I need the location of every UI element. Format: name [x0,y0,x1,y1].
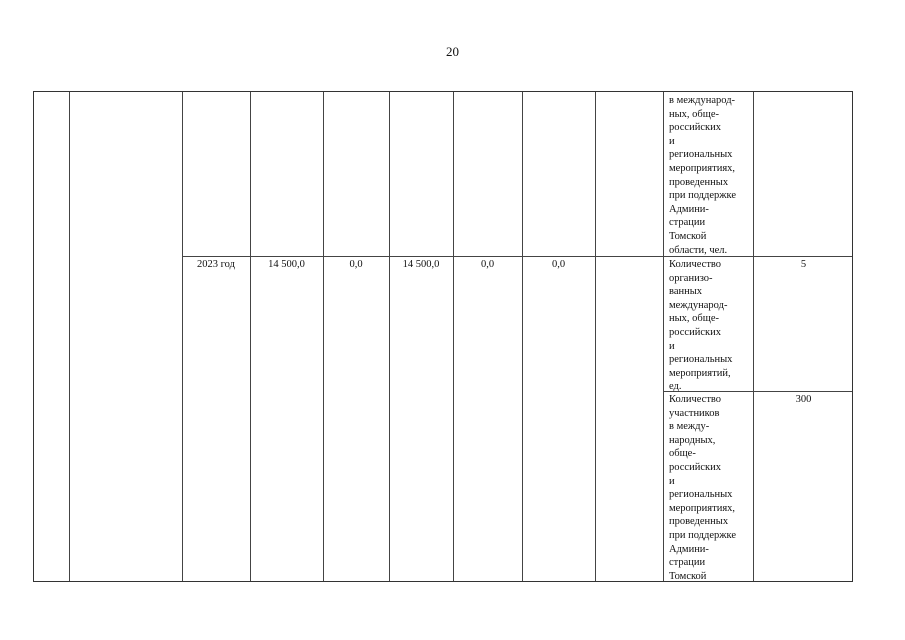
col-line [182,92,183,581]
col-line [69,92,70,581]
value-other: 0,0 [551,259,566,270]
value-local: 0,0 [480,259,495,270]
indicator-description: Количество организо- ванных международ- ных, обще- российских и региональных мероприятий, ед. [669,259,733,393]
col-line [595,92,596,581]
indicator-value: 5 [800,259,807,270]
col-line [753,92,754,581]
value-federal: 0,0 [349,259,363,270]
page-number: 20 [446,44,459,59]
col-line [522,92,523,581]
value-total: 14 500,0 [268,259,305,270]
col-line [323,92,324,581]
indicator-description-continued: в международ- ных, обще- российских и региональных мероприятиях, проведенных при поддержке Админи- страции Томской области, чел. [669,95,737,256]
budget-table [33,91,853,582]
year-cell: 2023 год [197,259,235,270]
col-line [663,92,664,581]
value-regional: 14 500,0 [402,259,440,270]
col-line [389,92,390,581]
col-line [250,92,251,581]
indicator-description: Количество участников в между- народных, обще- российских и региональных мероприятиях, проведенных при поддержке Админи- страции Томской [669,394,737,582]
indicator-value: 300 [795,394,812,405]
col-line [453,92,454,581]
